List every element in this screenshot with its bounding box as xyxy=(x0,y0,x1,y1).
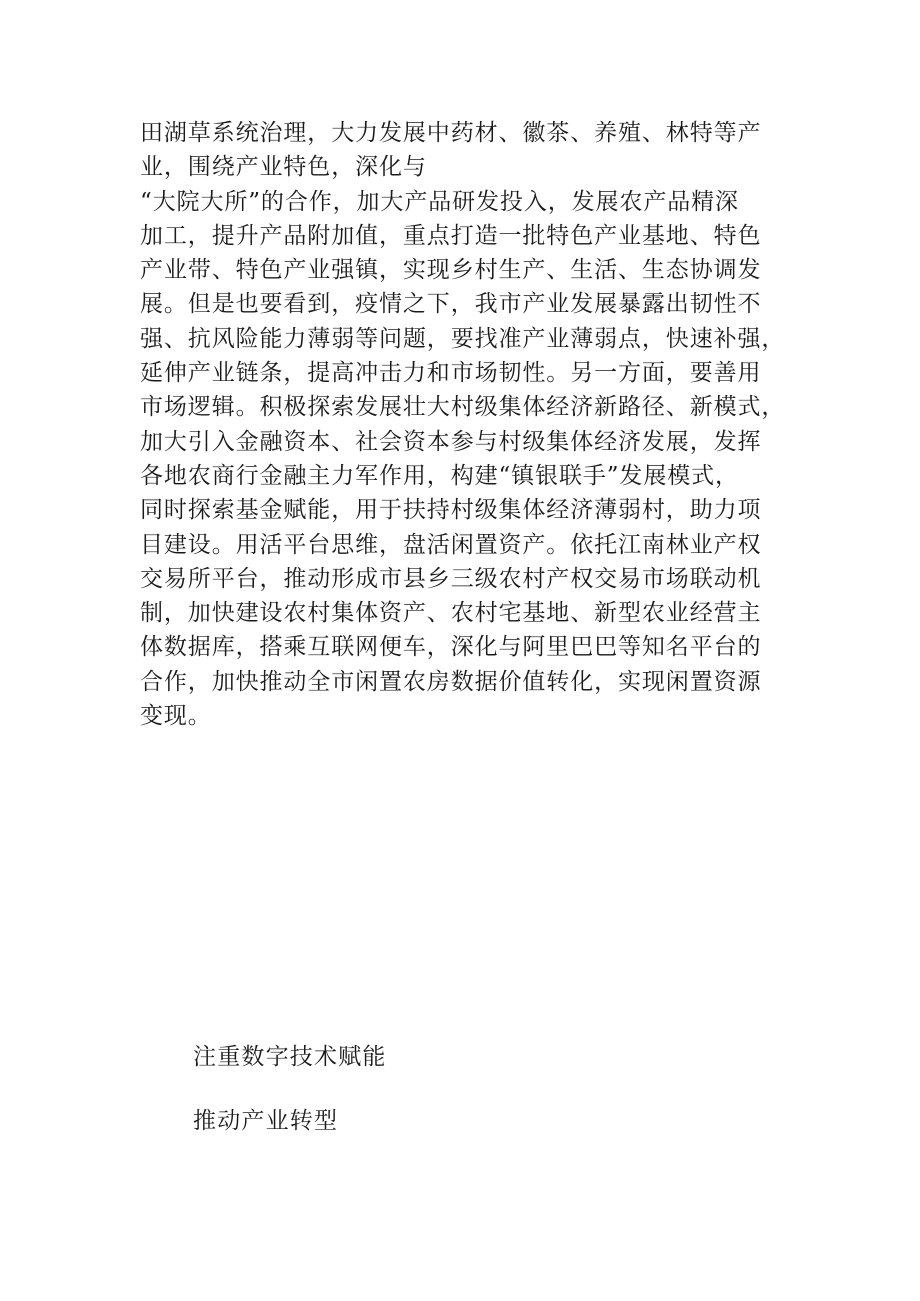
paragraph-line: 交易所平台，推动形成市县乡三级农村产权交易市场联动机 xyxy=(140,565,762,592)
paragraph-line: 延伸产业链条，提高冲击力和市场韧性。另一方面，要善用 xyxy=(140,360,762,387)
paragraph-line: 同时探索基金赋能，用于扶持村级集体经济薄弱村，助力项 xyxy=(140,497,762,524)
body-paragraph xyxy=(140,116,800,733)
paragraph-line: 加工，提升产品附加值，重点打造一批特色产业基地、特色 xyxy=(140,222,762,249)
paragraph-line: 各地农商行金融主力军作用，构建“镇银联手”发展模式， xyxy=(140,462,739,489)
paragraph-line: 市场逻辑。积极探索发展壮大村级集体经济新路径、新模式， xyxy=(140,394,786,421)
paragraph-line: 展。但是也要看到，疫情之下，我市产业发展暴露出韧性不 xyxy=(140,291,762,318)
paragraph-line: 业，围绕产业特色，深化与 xyxy=(140,154,427,181)
section-heading-digital-tech: 注重数字技术赋能 xyxy=(193,1044,387,1070)
paragraph-line: 体数据库，搭乘互联网便车，深化与阿里巴巴等知名平台的 xyxy=(140,634,762,661)
paragraph-line: 田湖草系统治理，大力发展中药材、徽茶、养殖、林特等产 xyxy=(140,120,762,146)
paragraph-line: 加大引入金融资本、社会资本参与村级集体经济发展，发挥 xyxy=(140,428,762,455)
paragraph-line: 目建设。用活平台思维，盘活闲置资产。依托江南林业产权 xyxy=(140,531,762,558)
paragraph-line: 强、抗风险能力薄弱等问题，要找准产业薄弱点，快速补强， xyxy=(140,325,786,352)
paragraph-line: 变现。 xyxy=(140,703,212,730)
section-heading-industry-transformation: 推动产业转型 xyxy=(193,1108,339,1134)
paragraph-line: 合作，加快推动全市闲置农房数据价值转化，实现闲置资源 xyxy=(140,668,762,695)
paragraph-line: 产业带、特色产业强镇，实现乡村生产、生活、生态协调发 xyxy=(140,257,762,284)
paragraph-line: 制，加快建设农村集体资产、农村宅基地、新型农业经营主 xyxy=(140,600,762,627)
paragraph-line: “大院大所”的合作，加大产品研发投入，发展农产品精深 xyxy=(140,188,739,215)
